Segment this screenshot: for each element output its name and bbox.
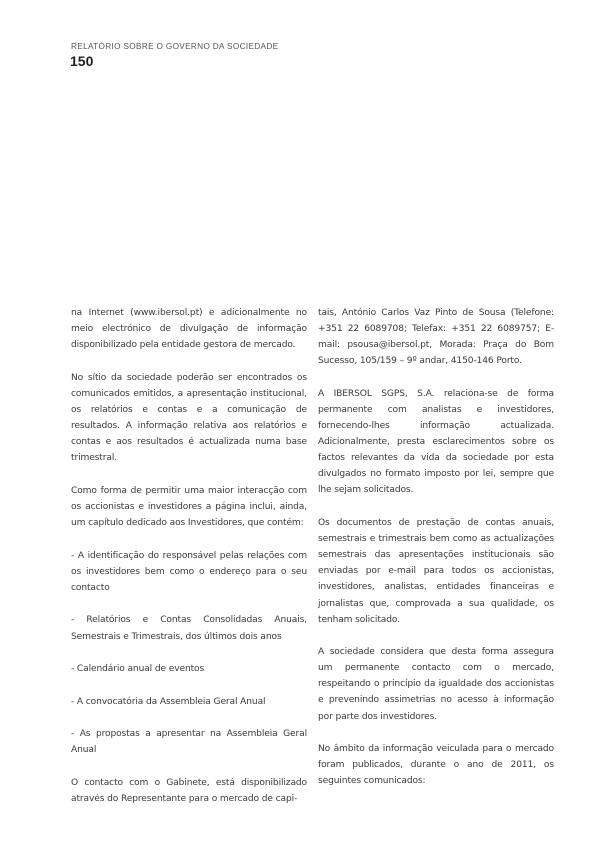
list-item: - As propostas a apresentar na Assembleia Geral Anual <box>71 729 307 756</box>
list-item: - A identificação do responsável pelas relações com os investidores bem como o endereço para o seu contacto <box>71 550 307 593</box>
paragraph: O contacto com o Gabinete, está disponibilizado através do Representante para o mercado de capi- <box>71 777 307 805</box>
list-item: - Relatórios e Contas Consolidadas Anuais, Semestrais e Trimestrais, dos últimos dois anos <box>71 615 307 642</box>
right-text-column <box>318 305 554 789</box>
paragraph: No âmbito da informação veiculada para o mercado foram publicados, durante o ano de 2011, os seguintes comunicados: <box>318 744 554 787</box>
paragraph: na Internet (www.ibersol.pt) e adicionalmente no meio electrónico de divulgação de informação disponibilizado pela entidade gestora de mercado. <box>71 308 307 351</box>
paragraph: tais, António Carlos Vaz Pinto de Sousa (Telefone: +351 22 6089708; Telefax: +351 22 6089757; E-mail: psousa@ibersol.pt, Morada: Praça do Bom Sucesso, 105/159 – 9º andar, 4150-146 Porto. <box>318 308 554 367</box>
paragraph: Como forma de permitir uma maior interacção com os accionistas e investidores a página inclui, ainda, um capítulo dedicado aos Investidores, que contém: <box>71 485 307 529</box>
paragraph: A sociedade considera que desta forma assegura um permanente contacto com o mercado, respeitando o princípio da igualdade dos accionistas e prevenindo assimetrias no acesso à informação por parte dos investidores. <box>318 647 554 722</box>
paragraph: A IBERSOL SGPS, S.A. relaciona-se de forma permanente com analistas e investidores, fornecendo-lhes informação actualizada. Adicionalmente, presta esclarecimentos sobre os factos relevantes da vida da sociedade por esta divulgados no formato imposto por lei, sempre que lhe sejam solicitados. <box>318 388 554 496</box>
page-number: 150 <box>70 53 94 69</box>
running-header: RELATÓRIO SOBRE O GOVERNO DA SOCIEDADE <box>71 42 279 51</box>
list-item: - A convocatória da Assembleia Geral Anual <box>71 696 266 707</box>
paragraph: Os documentos de prestação de contas anuais, semestrais e trimestrais bem como as actualizações semestrais das apresentações institucionais são enviadas por e-mail para todos os accionistas, investidores, analistas, entidades financeiras e jornalistas que, comprovada a sua qualidade, os tenham solicitado. <box>318 518 554 625</box>
paragraph: No sítio da sociedade poderão ser encontrados os comunicados emitidos, a apresentação institucional, os relatórios e contas e a comunicação de resultados. A informação relativa aos relatórios e contas e aos resultados é actualizada numa base trimestral. <box>71 372 307 464</box>
left-text-column <box>71 305 307 807</box>
list-item: - Calendário anual de eventos <box>71 664 205 675</box>
